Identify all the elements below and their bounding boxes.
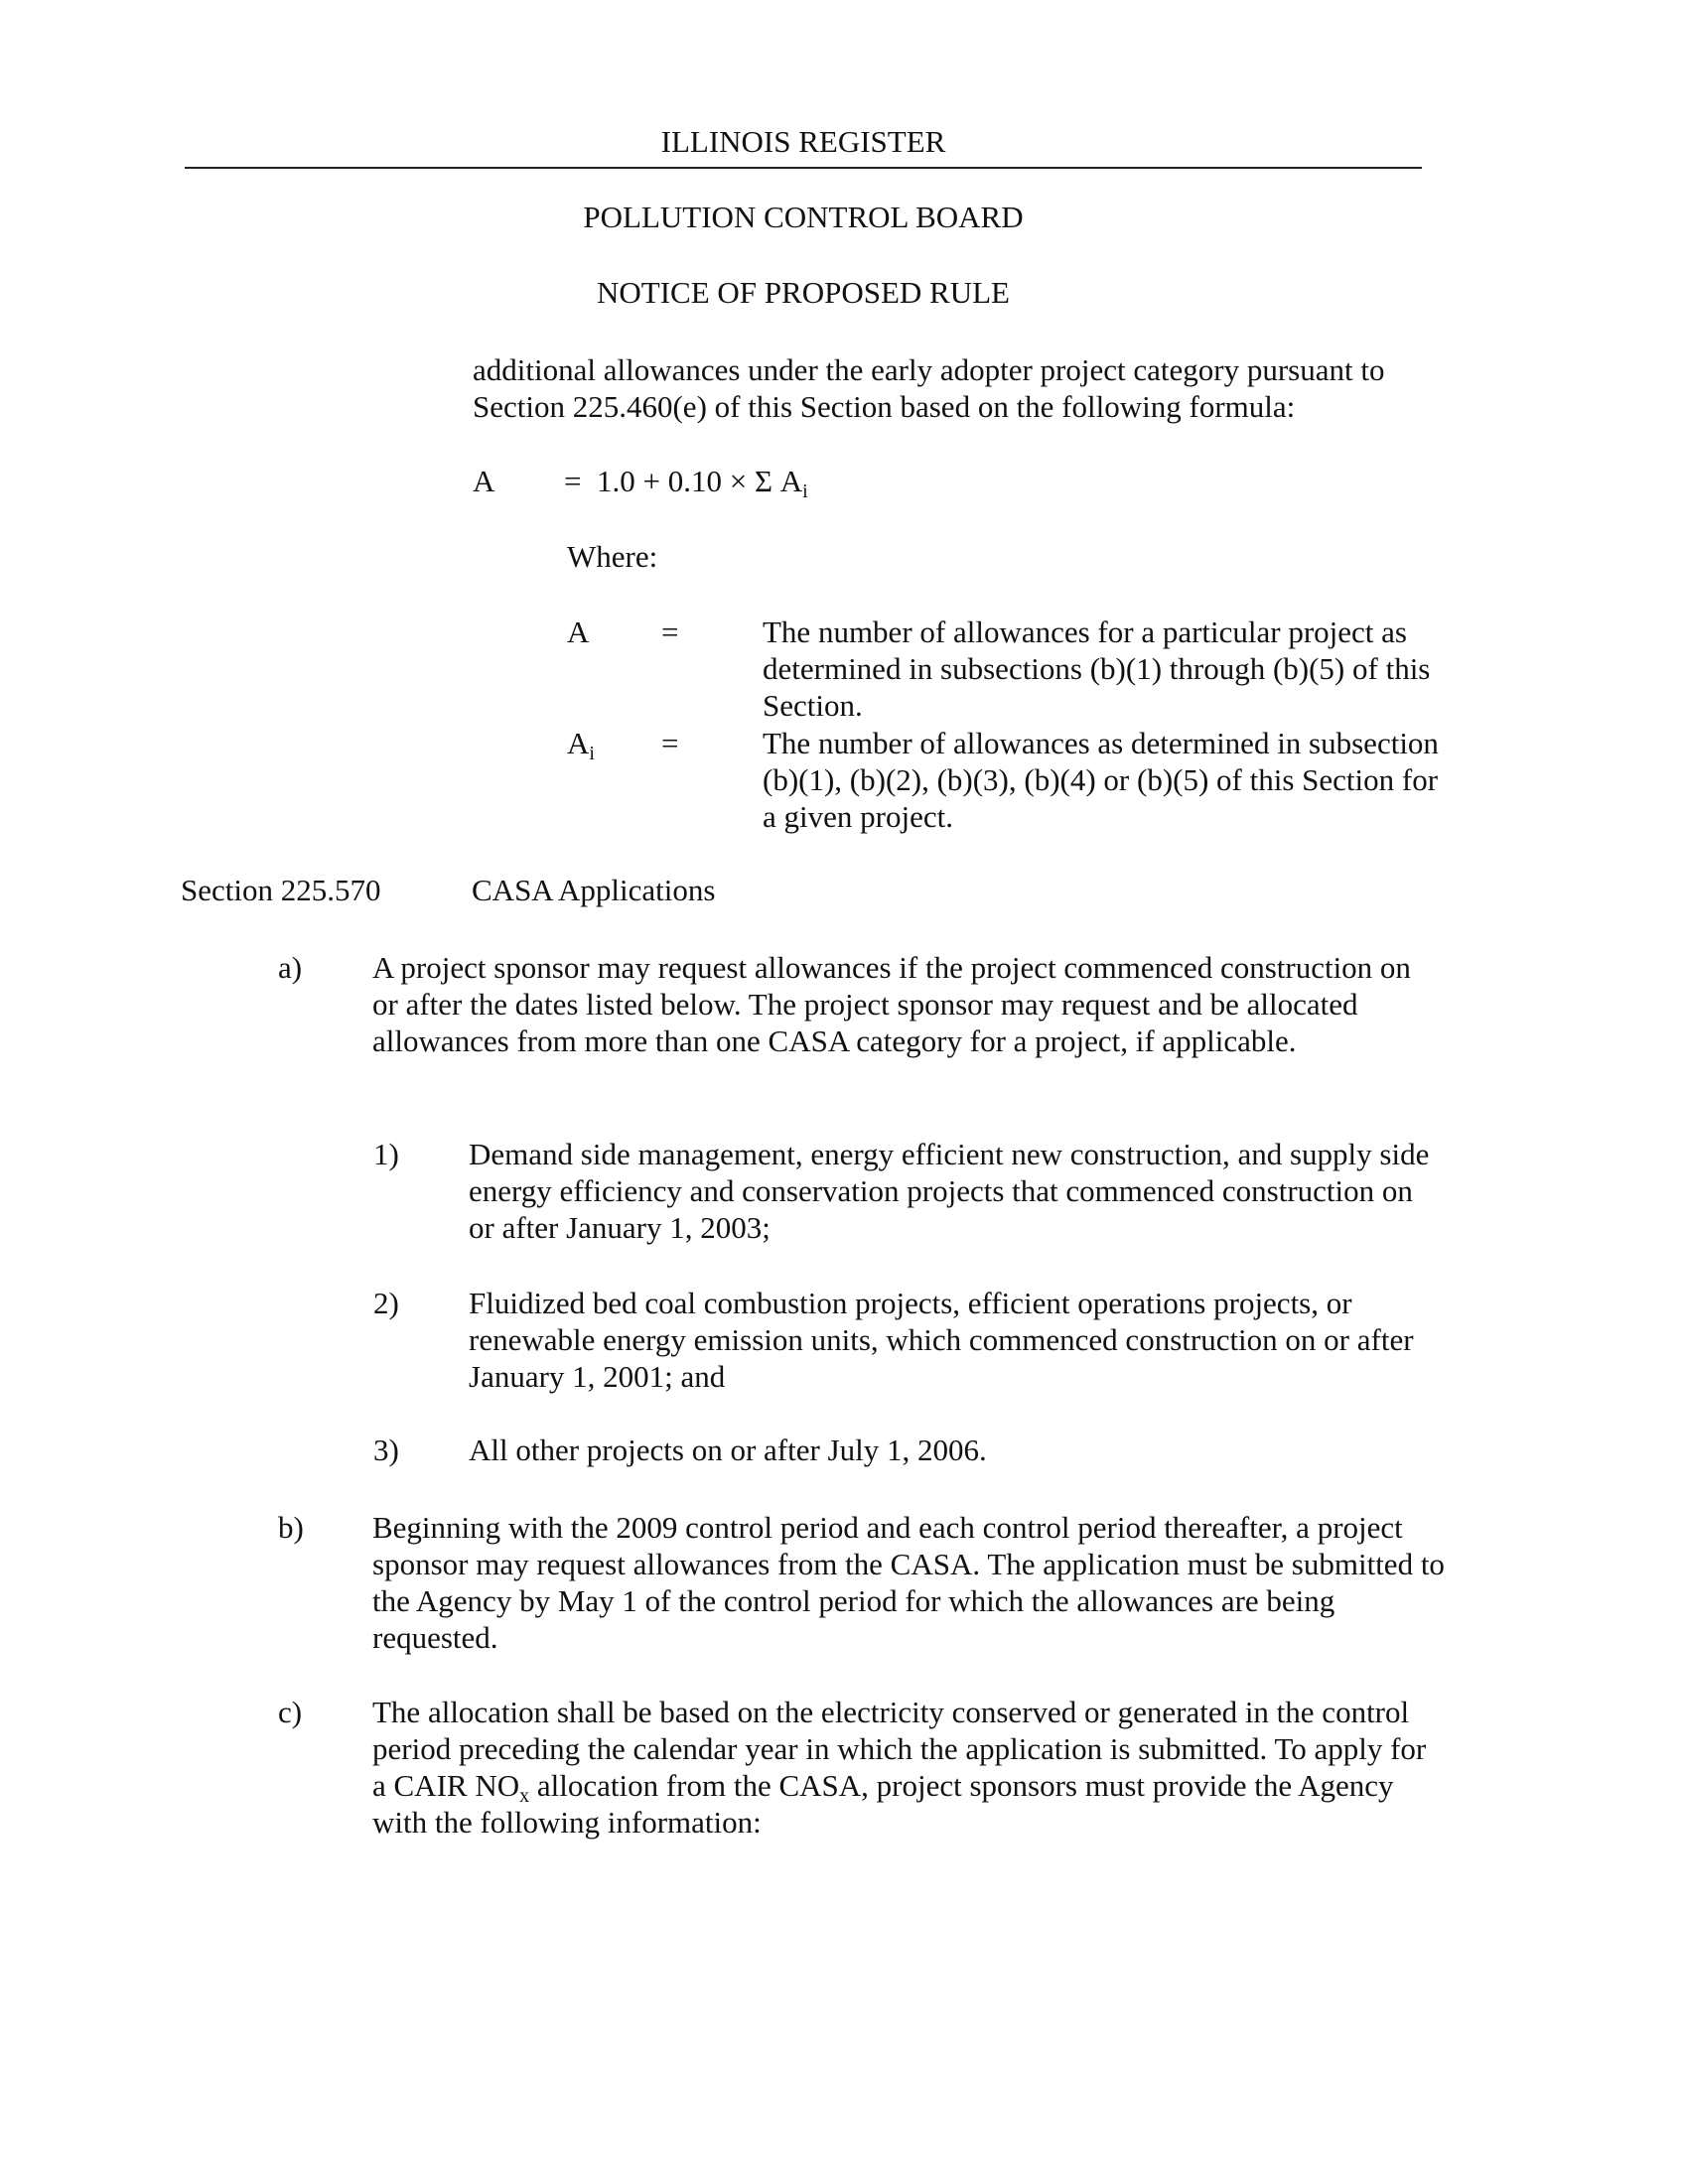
item-text-c-part2: allocation from the CASA, project sponsors must provide the Agency with the following information: <box>372 1768 1394 1840</box>
section-number: Section 225.570 <box>181 873 381 907</box>
definition-term-text: A <box>567 726 590 760</box>
formula-lhs: A <box>473 464 495 498</box>
item-label-c: c) <box>278 1695 303 1729</box>
item-label-a: a) <box>278 950 303 985</box>
definition-term-subscript: i <box>589 743 595 764</box>
item-text-a1: Demand side management, energy efficient new construction, and supply side energy efficiency and conservation projects that commenced construction on or after January 1, 2003; <box>469 1137 1430 1245</box>
item-label-b: b) <box>278 1510 304 1545</box>
item-text-a3: All other projects on or after July 1, 2006. <box>469 1433 987 1467</box>
definition-eq-a: = <box>661 614 679 649</box>
definition-eq-ai: = <box>661 726 679 760</box>
item-label-a3: 3) <box>373 1433 399 1467</box>
definition-term-ai <box>567 725 595 764</box>
header-rule <box>185 167 1422 169</box>
definition-text-a: The number of allowances for a particular project as determined in subsections (b)(1) through (b)(5) of this Section. <box>763 614 1431 723</box>
definition-text-ai: The number of allowances as determined in subsection (b)(1), (b)(2), (b)(3), (b)(4) or (b)(5) of this Section for a given project. <box>763 726 1439 834</box>
item-text-a: A project sponsor may request allowances if the project commenced construction on or after the dates listed below. The project sponsor may request and be allocated allowances from more than one CASA category for a project, if applicable. <box>372 950 1411 1058</box>
item-text-a2: Fluidized bed coal combustion projects, efficient operations projects, or renewable energy emission units, which commenced construction on or after January 1, 2001; and <box>469 1286 1414 1394</box>
formula-subscript: i <box>802 480 808 502</box>
item-label-a2: 2) <box>373 1286 399 1320</box>
definition-term-a <box>567 614 589 650</box>
formula-rhs <box>564 463 808 502</box>
item-text-b: Beginning with the 2009 control period and each control period thereafter, a project sponsor may request allowances from the CASA. The application must be submitted to the Agency by May 1 of the control period for which the allowances are being requested. <box>372 1510 1445 1655</box>
item-text-c-part1: The allocation shall be based on the electricity conserved or generated in the control period preceding the calendar year in which the application is submitted. To apply for a CAIR NO <box>372 1695 1427 1803</box>
item-text-c <box>372 1694 1430 1841</box>
board-title: POLLUTION CONTROL BOARD <box>583 200 1024 234</box>
register-title: ILLINOIS REGISTER <box>660 124 946 159</box>
definition-term-text: A <box>567 614 590 649</box>
item-label-a1: 1) <box>373 1137 399 1171</box>
intro-paragraph: additional allowances under the early adopter project category pursuant to Section 225.460(e) of this Section based on the following formula: <box>473 352 1385 424</box>
formula-expression: 1.0 + 0.10 × Σ A <box>596 464 803 498</box>
where-label: Where: <box>567 539 658 574</box>
formula-eq: = <box>564 464 582 498</box>
section-title: CASA Applications <box>472 873 716 907</box>
item-text-c-subscript: x <box>519 1785 530 1807</box>
notice-title: NOTICE OF PROPOSED RULE <box>597 275 1010 310</box>
